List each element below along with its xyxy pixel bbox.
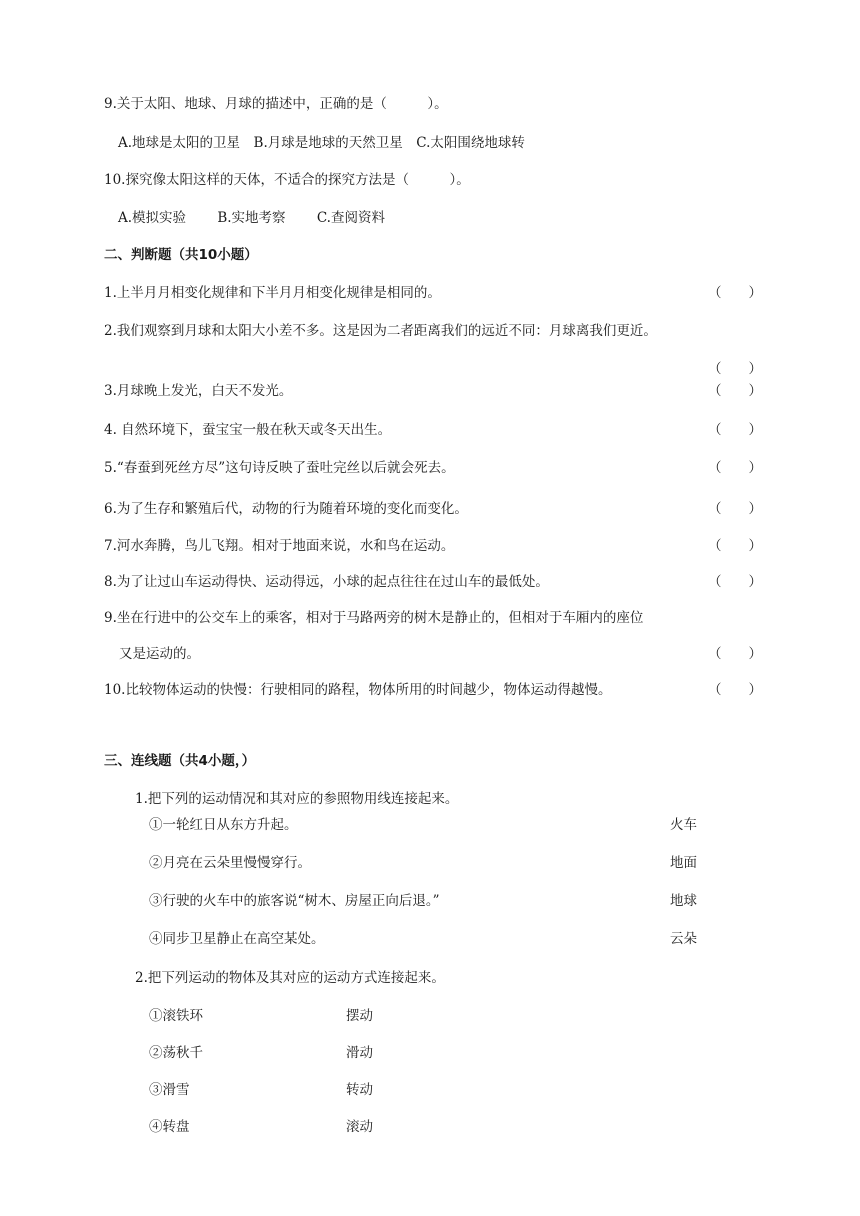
match-q1-stem: 1.把下列的运动情况和其对应的参照物用线连接起来。 [135, 791, 459, 807]
match-q2-stem: 2.把下列运动的物体及其对应的运动方式连接起来。 [135, 970, 445, 986]
answer-paren: （ ） [708, 538, 762, 554]
section-judge-heading: 二、判断题（共10小题） [104, 247, 258, 263]
match-q2-right-2: 滑动 [346, 1045, 373, 1061]
answer-paren: （ ） [708, 501, 762, 517]
match-q2-right-4: 滚动 [346, 1119, 373, 1135]
match-q2-right-1: 摆动 [346, 1008, 373, 1024]
answer-paren: （ ） [708, 682, 762, 698]
judge-item-6: 6.为了生存和繁殖后代，动物的行为随着环境的变化而变化。 [104, 501, 468, 517]
judge-item-7: 7.河水奔腾，鸟儿飞翔。相对于地面来说，水和鸟在运动。 [104, 538, 455, 554]
question-10-stem: 10.探究像太阳这样的天体，不适合的探究方法是（ ）。 [104, 172, 470, 188]
answer-paren: （ ） [708, 422, 762, 438]
answer-paren: （ ） [708, 383, 762, 399]
match-q1-right-2: 地面 [670, 855, 697, 871]
match-q1-left-2: ②月亮在云朵里慢慢穿行。 [149, 855, 311, 871]
question-9-options: A.地球是太阳的卫星 B.月球是地球的天然卫星 C.太阳围绕地球转 [118, 135, 525, 151]
judge-item-5: 5.“春蚕到死丝方尽”这句诗反映了蚕吐完丝以后就会死去。 [104, 460, 455, 476]
judge-item-8: 8.为了让过山车运动得快、运动得远，小球的起点往往在过山车的最低处。 [104, 574, 549, 590]
judge-item-2: 2.我们观察到月球和太阳大小差不多。这是因为二者距离我们的远近不同：月球离我们更近。 [104, 323, 657, 339]
judge-item-3: 3.月球晚上发光，白天不发光。 [104, 383, 293, 399]
match-q2-left-4: ④转盘 [149, 1119, 190, 1135]
match-q1-right-4: 云朵 [670, 931, 697, 947]
judge-item-9: 9.坐在行进中的公交车上的乘客，相对于马路两旁的树木是静止的，但相对于车厢内的座位 [104, 610, 644, 626]
judge-item-1: 1.上半月月相变化规律和下半月月相变化规律是相同的。 [104, 285, 441, 301]
match-q1-left-4: ④同步卫星静止在高空某处。 [149, 931, 325, 947]
answer-paren: （ ） [708, 460, 762, 476]
match-q1-left-3: ③行驶的火车中的旅客说“树木、房屋正向后退。” [149, 893, 440, 909]
judge-item-9-continued: 又是运动的。 [119, 646, 200, 662]
answer-paren: （ ） [708, 646, 762, 662]
match-q2-left-1: ①滚铁环 [149, 1008, 203, 1024]
question-10-options: A.模拟实验 B.实地考察 C.查阅资料 [118, 210, 385, 226]
judge-item-4: 4. 自然环境下，蚕宝宝一般在秋天或冬天出生。 [104, 422, 392, 438]
match-q1-left-1: ①一轮红日从东方升起。 [149, 817, 298, 833]
match-q2-right-3: 转动 [346, 1082, 373, 1098]
section-match-heading: 三、连线题（共4小题，） [104, 753, 256, 769]
judge-item-10: 10.比较物体运动的快慢：行驶相同的路程，物体所用的时间越少，物体运动得越慢。 [104, 682, 612, 698]
answer-paren: （ ） [708, 574, 762, 590]
answer-paren: （ ） [708, 285, 762, 301]
match-q1-right-3: 地球 [670, 893, 697, 909]
question-9-stem: 9.关于太阳、地球、月球的描述中，正确的是（ ）。 [104, 96, 448, 112]
match-q2-left-2: ②荡秋千 [149, 1045, 203, 1061]
answer-paren: （ ） [708, 361, 762, 377]
match-q2-left-3: ③滑雪 [149, 1082, 190, 1098]
match-q1-right-1: 火车 [670, 817, 697, 833]
